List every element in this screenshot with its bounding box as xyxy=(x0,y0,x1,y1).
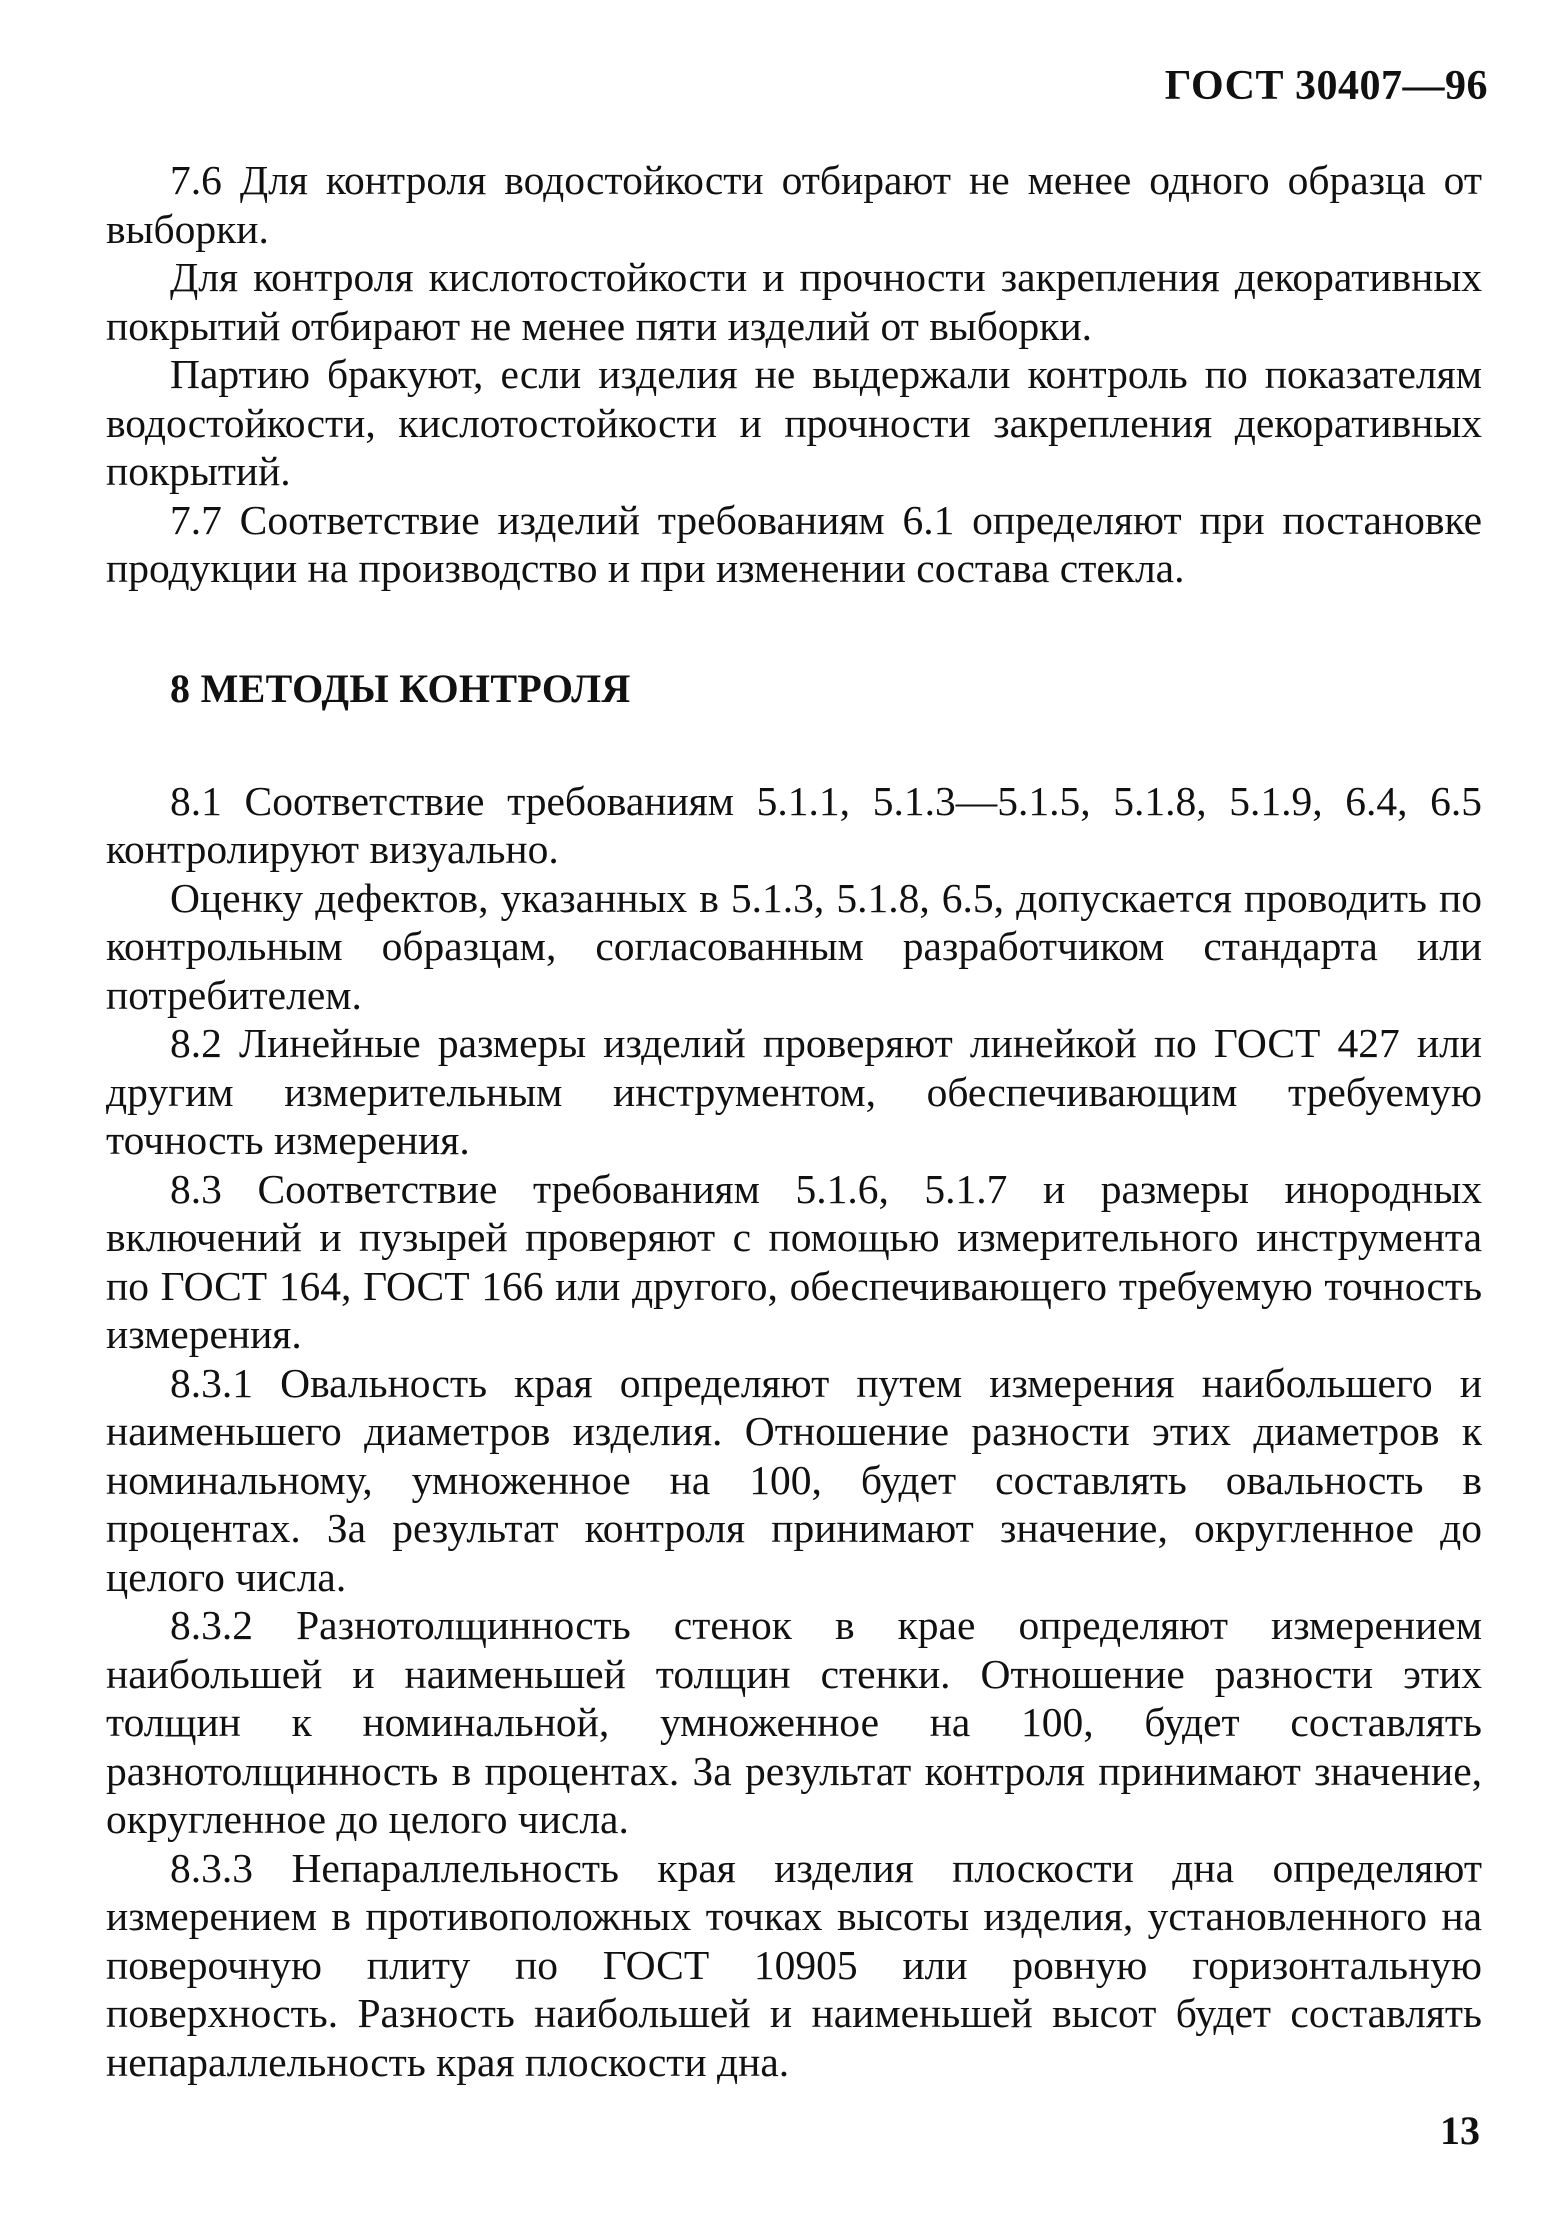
document-body xyxy=(106,156,1482,2086)
section-heading: 8 МЕТОДЫ КОНТРОЛЯ xyxy=(170,665,631,711)
paragraph-batch-rejection: Партию бракуют, если изделия не выдержали контроль по показателям водостойкости, кислотостойкости и прочности закрепления декоративных покрытий. xyxy=(106,351,1482,494)
paragraph-8-2: 8.2 Линейные размеры изделий проверяют линейкой по ГОСТ 427 или другим измерительным инструментом, обеспечивающим требуемую точность измерения. xyxy=(106,1020,1482,1163)
paragraph-8-3-1: 8.3.1 Овальность края определяют путем измерения наибольшего и наименьшего диаметров изделия. Отношение разности этих диаметров к номинальному, умноженное на 100, будет составлять овальность в процентах. За результат контроля принимают значение, округленное до целого числа. xyxy=(106,1359,1482,1600)
page-number: 13 xyxy=(1440,2108,1480,2153)
paragraph-defect-evaluation: Оценку дефектов, указанных в 5.1.3, 5.1.8, 6.5, допускается проводить по контрольным образцам, согласованным разработчиком стандарта или потребителем. xyxy=(106,874,1482,1018)
paragraph-8-3: 8.3 Соответствие требованиям 5.1.6, 5.1.7 и размеры инородных включений и пузырей проверяют с помощью измерительного инструмента по ГОСТ 164, ГОСТ 166 или другого, обеспечивающего требуемую точность измерения. xyxy=(106,1165,1482,1357)
paragraph-acid-resistance-sampling: Для контроля кислотостойкости и прочности закрепления декоративных покрытий отбирают не менее пяти изделий от выборки. xyxy=(106,254,1482,349)
paragraph-8-3-2: 8.3.2 Разнотолщинность стенок в крае определяют измерением наибольшей и наименьшей толщин стенки. Отношение разности этих толщин к номинальной, умноженное на 100, будет составлять разнотолщинность в процентах. За результат контроля принимают значение, округленное до целого числа. xyxy=(106,1602,1482,1842)
paragraph-8-3-3: 8.3.3 Непараллельность края изделия плоскости дна определяют измерением в противоположных точках высоты изделия, установленного на поверочную плиту по ГОСТ 10905 или ровную горизонтальную поверхность. Разность наибольшей и наименьшей высот будет составлять непараллельность края плоскости дна. xyxy=(106,1844,1482,2085)
paragraph-7-6: 7.6 Для контроля водостойкости отбирают не менее одного образца от выборки. xyxy=(106,157,1482,252)
paragraph-7-7: 7.7 Соответствие изделий требованиям 6.1 определяют при постановке продукции на производство и при изменении состава стекла. xyxy=(106,496,1482,591)
paragraph-8-1: 8.1 Соответствие требованиям 5.1.1, 5.1.3—5.1.5, 5.1.8, 5.1.9, 6.4, 6.5 контролируют визуально. xyxy=(106,777,1482,872)
standard-code-header: ГОСТ 30407—96 xyxy=(1164,63,1488,109)
